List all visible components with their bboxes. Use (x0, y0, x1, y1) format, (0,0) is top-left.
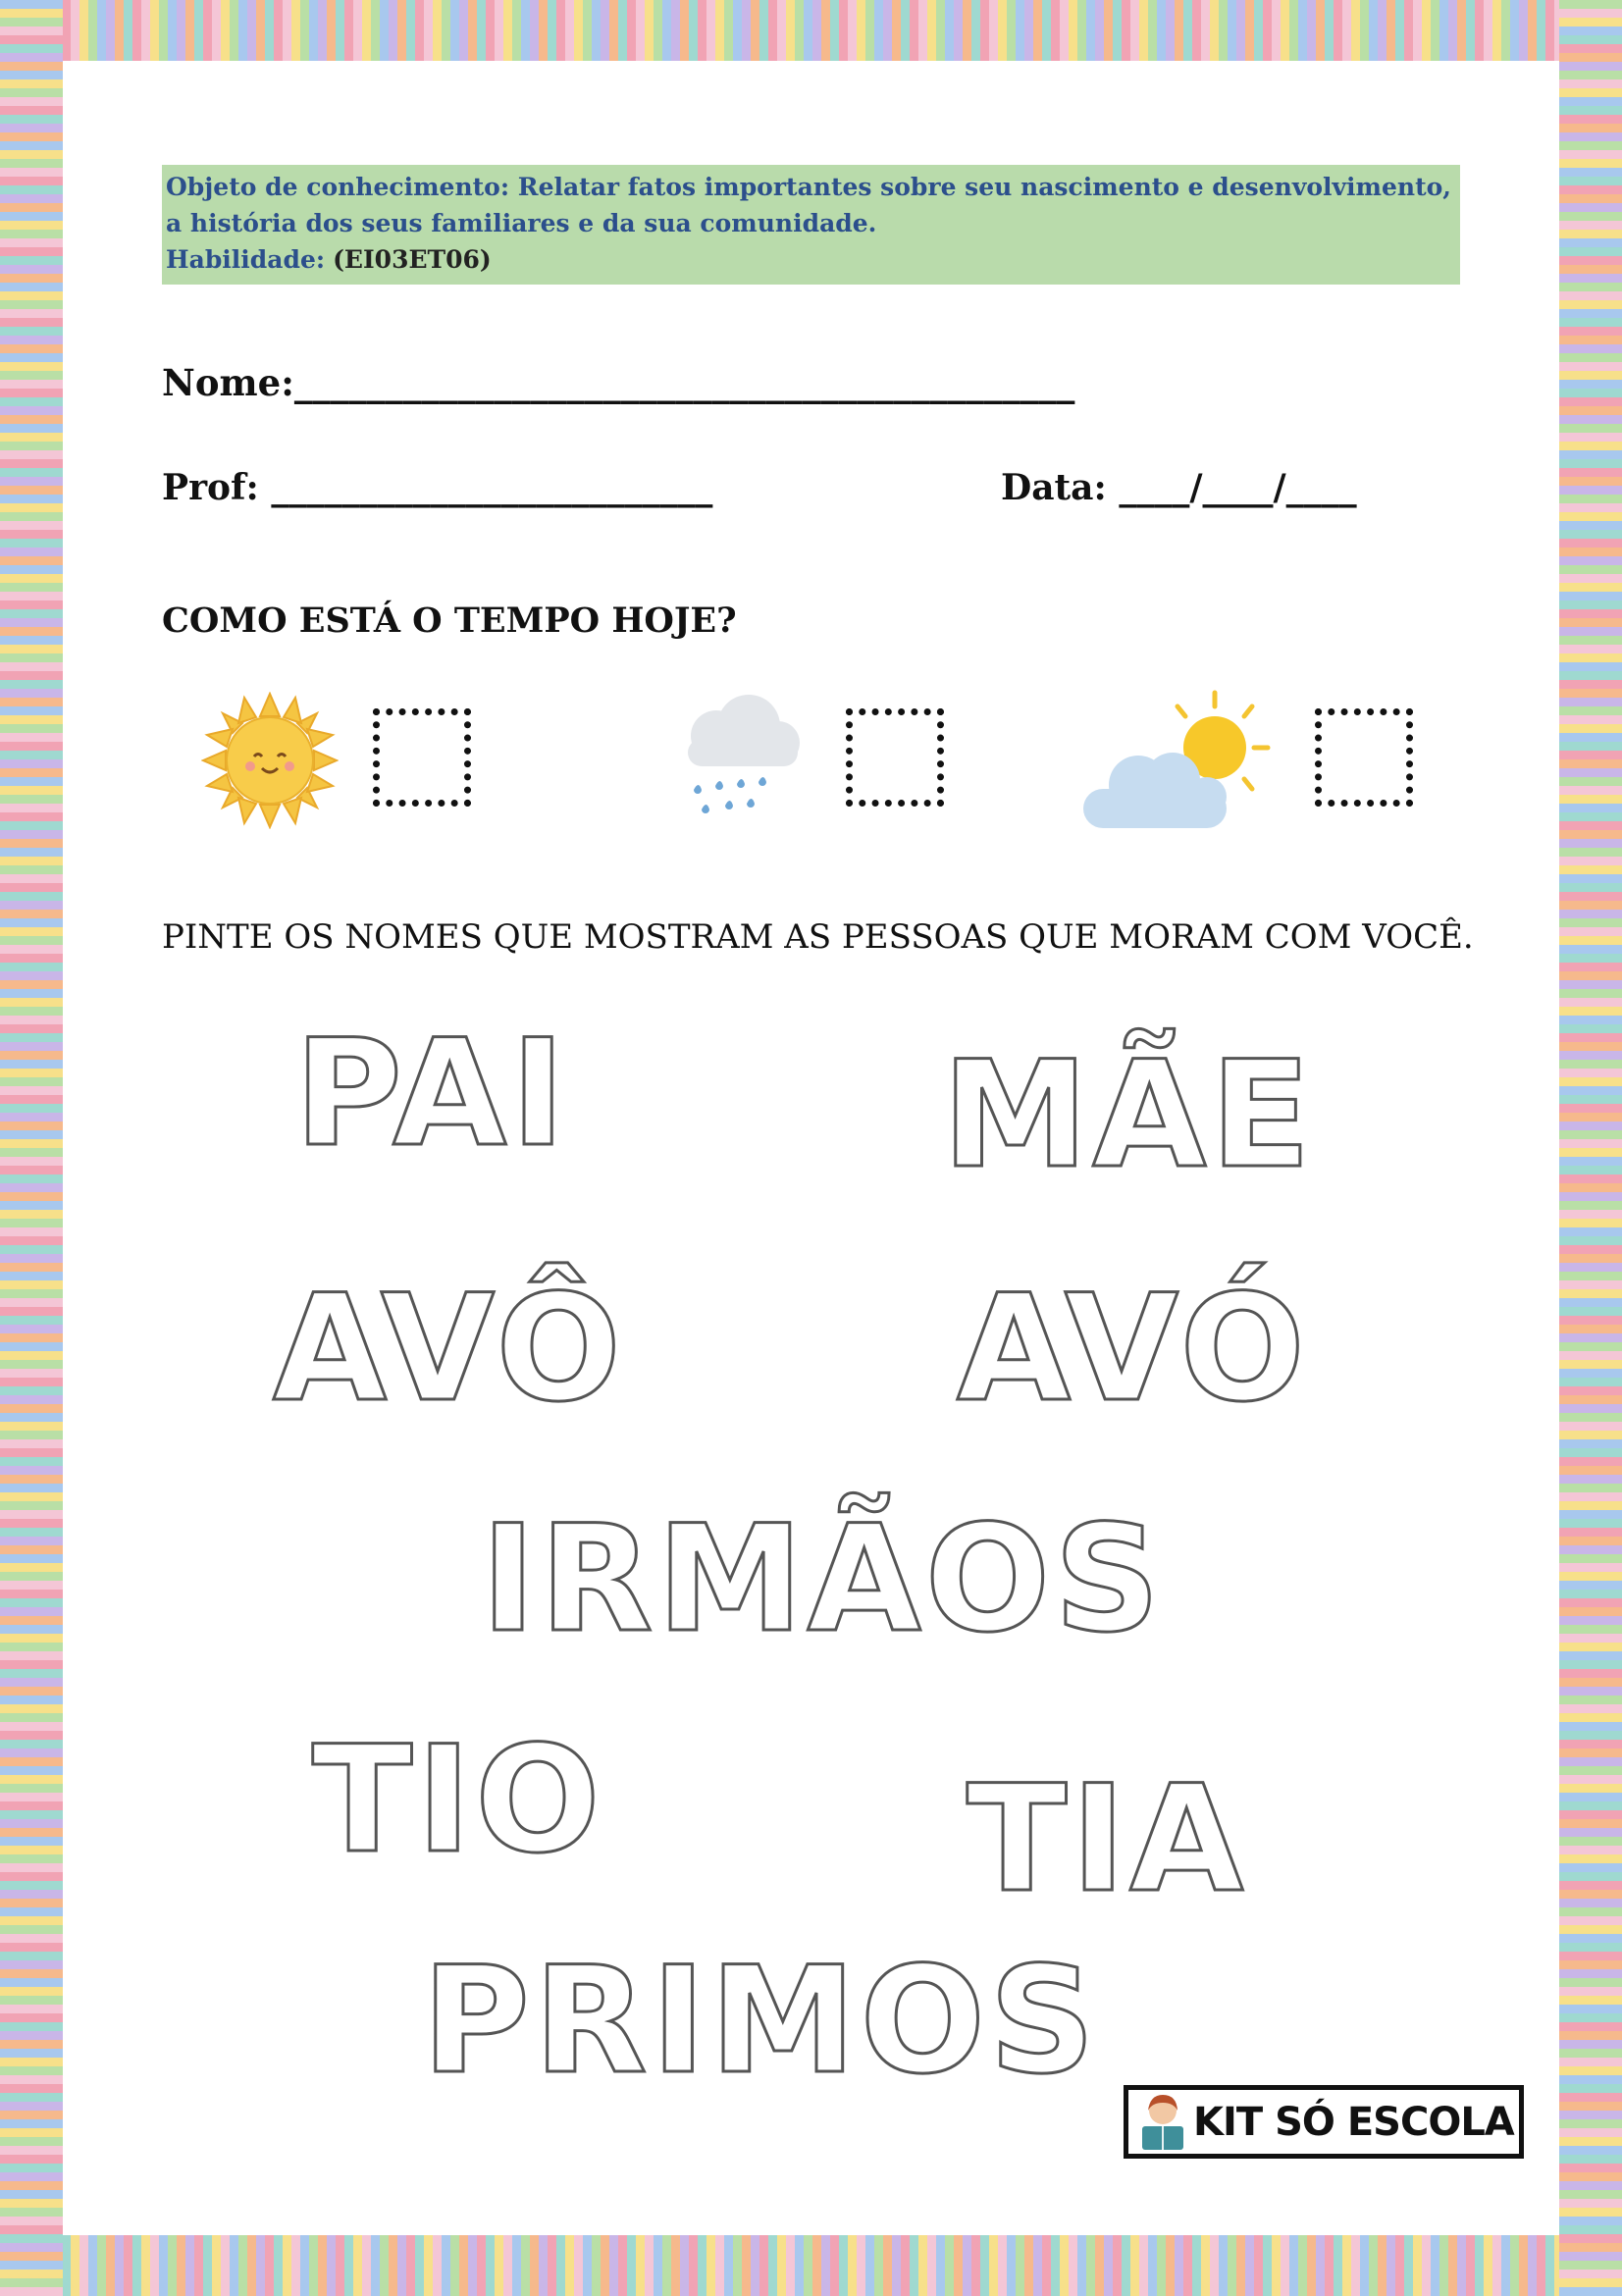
skill-line (166, 241, 1456, 278)
logo-text: KIT SÓ ESCOLA (1193, 2099, 1514, 2145)
partly-cloudy-icon (1079, 687, 1276, 834)
instruction-text: PINTE OS NOMES QUE MOSTRAM AS PESSOAS QUE MORAM COM VOCÊ. (162, 917, 1474, 957)
name-field[interactable]: Nome:___________________________________________ (162, 361, 1075, 404)
word-avo-grandmother[interactable]: AVÓ (957, 1264, 1309, 1435)
date-field[interactable]: Data: ____/____/____ (1001, 467, 1357, 508)
objective-text: Objeto de conhecimento: Relatar fatos importantes sobre seu nascimento e desenvolvimento, a história dos seus familiares e da sua comunidade. (166, 173, 1452, 237)
word-tio[interactable]: TIO (312, 1715, 604, 1886)
kit-so-escola-logo (1124, 2085, 1524, 2159)
skill-label: Habilidade: (166, 245, 326, 274)
skill-code: (EI03ET06) (333, 245, 492, 274)
word-avo-grandfather[interactable]: AVÔ (273, 1264, 625, 1435)
pencil-border-bottom (0, 2235, 1622, 2296)
reading-kid-icon (1136, 2093, 1189, 2152)
pencil-border-left (0, 0, 63, 2296)
objective-box (162, 165, 1460, 285)
word-mae[interactable]: MÃE (942, 1030, 1315, 1201)
word-primos[interactable]: PRIMOS (422, 1936, 1100, 2107)
word-tia[interactable]: TIA (967, 1754, 1248, 1925)
rain-checkbox[interactable] (846, 708, 944, 807)
sun-icon (201, 692, 339, 829)
teacher-field[interactable]: Prof: _________________________ (162, 467, 713, 508)
pencil-border-top (0, 0, 1622, 61)
weather-title: COMO ESTÁ O TEMPO HOJE? (162, 600, 737, 641)
rain-cloud-icon (672, 692, 810, 829)
pencil-border-right (1559, 0, 1622, 2296)
partly-cloudy-checkbox[interactable] (1315, 708, 1413, 807)
sun-checkbox[interactable] (373, 708, 471, 807)
word-irmaos[interactable]: IRMÃOS (481, 1494, 1165, 1665)
word-pai[interactable]: PAI (294, 1009, 570, 1179)
